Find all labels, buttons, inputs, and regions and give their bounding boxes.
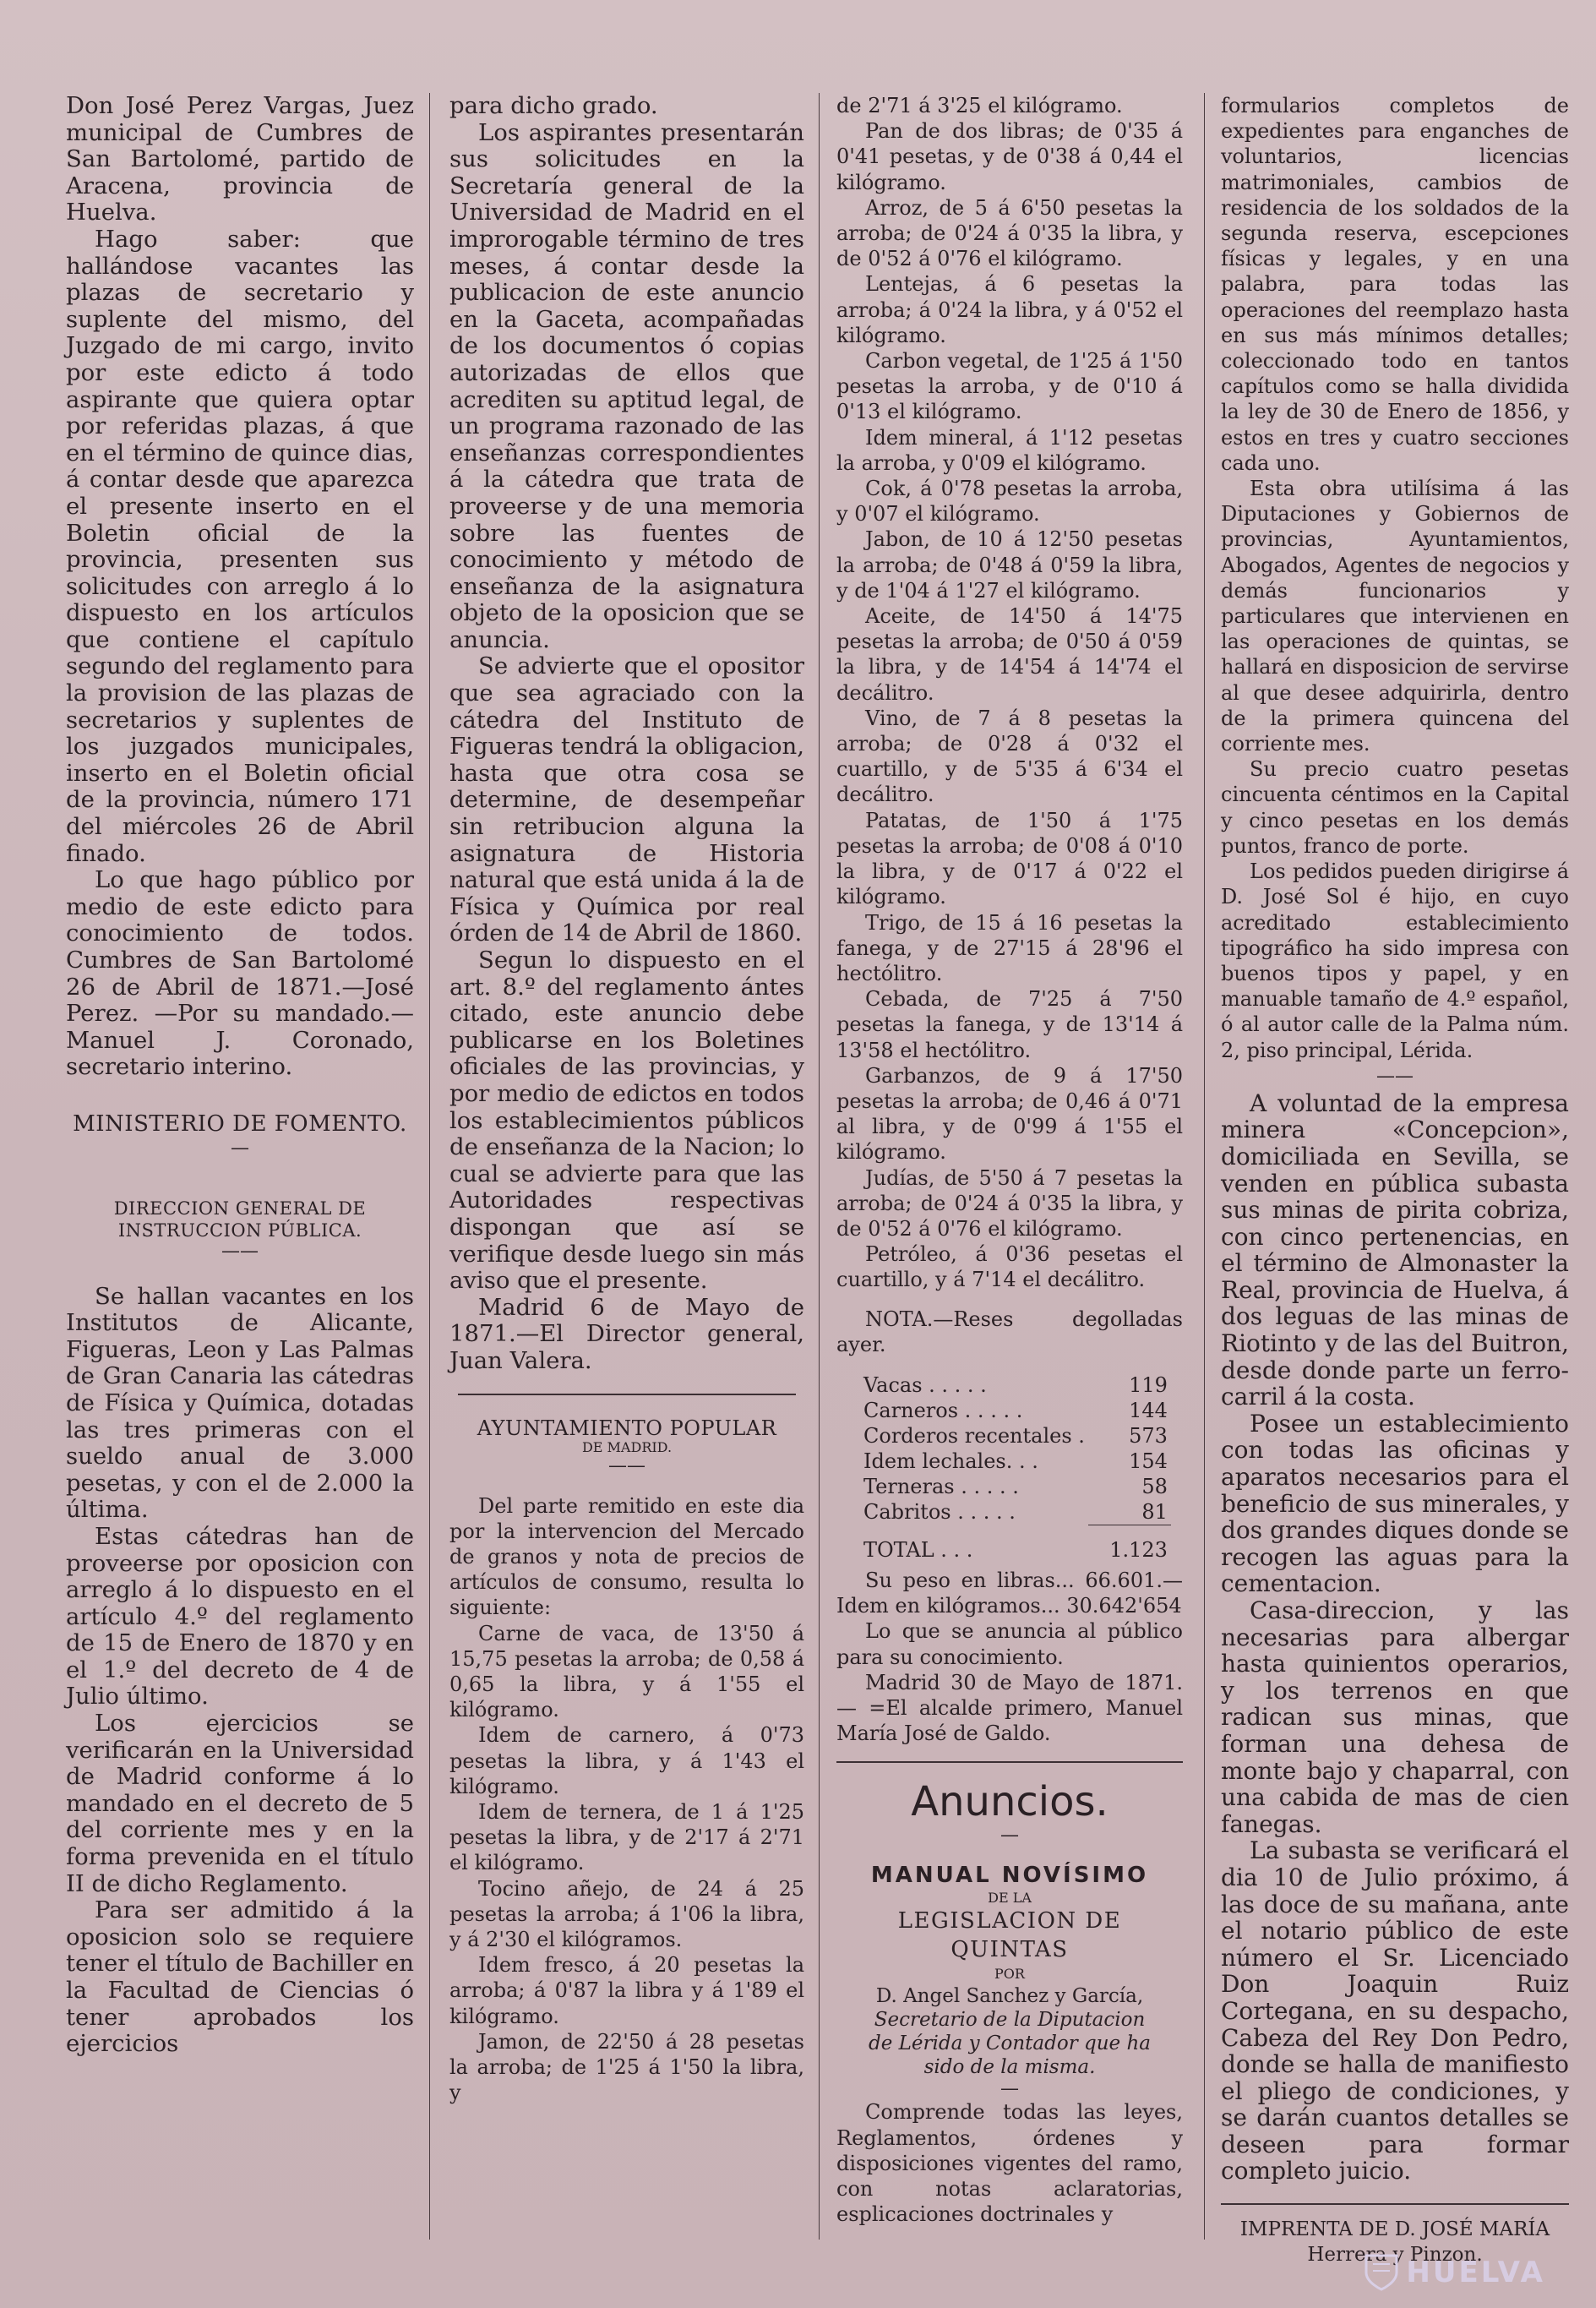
price-entry: Patatas, de 1'50 á 1'75 pesetas la arroba; de 0'08 á 0'10 la libra, y de 0'17 á 0'22 el kilógramo. bbox=[836, 808, 1183, 909]
price-entry: de 2'71 á 3'25 el kilógramo. bbox=[836, 94, 1123, 117]
paragraph: Para ser admitido á la oposicion solo se requiere tener el título de Bachiller en la Facultad de Ciencias ó tener aprobados los ejercicios bbox=[66, 1896, 414, 2058]
nota-value: 58 bbox=[1141, 1474, 1168, 1498]
price-entry: Idem de ternera, de 1 á 1'25 pesetas la libra, y de 2'17 á 2'71 el kilógramo. bbox=[449, 1799, 804, 1875]
column-rule bbox=[429, 93, 430, 2240]
edict-header: Don José Perez Vargas, Juez municipal de Cumbres de San Bartolomé, partido de Aracena, provincia de Huelva. bbox=[66, 92, 414, 226]
paragraph: Los ejercicios se verificarán en la Universidad de Madrid conforme á lo mandado en el decreto de 5 del corriente mes y en la forma prevenida en el título II de dicho Reglamento. bbox=[66, 1710, 414, 1897]
horizontal-rule bbox=[836, 1761, 1183, 1763]
nota-row bbox=[860, 1372, 1171, 1398]
crest-icon bbox=[1361, 2251, 1402, 2293]
divider: — bbox=[231, 1137, 249, 1159]
price-entry: Arroz, de 5 á 6'50 pesetas la arroba; de 0'24 á 0'35 la libra, y de 0'52 á 0'76 el kilógramo. bbox=[836, 195, 1183, 271]
column-rule bbox=[819, 93, 820, 2240]
paragraph: Comprende todas las leyes, Reglamentos, órdenes y disposiciones vigentes del ramo, con notas aclaratorias, esplicaciones doctrinales y bbox=[836, 2100, 1183, 2227]
price-entry: Judías, de 5'50 á 7 pesetas la arroba; de 0'24 á 0'35 la libra, y de 0'52 á 0'76 el kilógramo. bbox=[836, 1165, 1183, 1241]
divider: — bbox=[1000, 1825, 1019, 1847]
price-entry: Jamon, de 22'50 á 28 pesetas la arroba; de 1'25 á 1'50 la libra, y bbox=[449, 2029, 804, 2105]
nota-value: 154 bbox=[1129, 1449, 1168, 1473]
archive-watermark: HUELVA bbox=[1406, 2256, 1545, 2289]
price-entry: Lentejas, á 6 pesetas la arroba; á 0'24 la libra, y á 0'52 el kilógramo. bbox=[836, 272, 1183, 347]
price-entry: Aceite, de 14'50 á 14'75 pesetas la arroba; de 0'50 á 0'59 la libra, y de 14'54 á 14'74 el decálitro. bbox=[836, 604, 1183, 705]
price-entry: Idem mineral, á 1'12 pesetas la arroba, y 0'09 el kilógramo. bbox=[836, 425, 1183, 475]
paragraph: Su precio cuatro pesetas cincuenta céntimos en la Capital y cinco pesetas en los demás puntos, franco de porte. bbox=[1221, 757, 1569, 858]
section-heading: AYUNTAMIENTO POPULAR bbox=[477, 1416, 777, 1440]
signature: Madrid 30 de Mayo de 1871.— =El alcalde primero, Manuel María José de Galdo. bbox=[836, 1670, 1183, 1746]
subsection-heading: DIRECCION GENERAL DE INSTRUCCION PÚBLICA. bbox=[113, 1198, 367, 1241]
paragraph: formularios completos de expedientes para enganches de voluntarios, licencias matrimoniales, cambios de residencia de los soldados de la segunda reserva, escepciones físicas y legales, y en una palabra, para todas las operaciones del reemplazo hasta en sus más mínimos detalles; coleccionado todo en tantos capítulos como se halla dividida la ley de 30 de Enero de 1856, y estos en tres y cuatro secciones cada uno. bbox=[1221, 94, 1569, 475]
slaughter-table bbox=[860, 1372, 1171, 1563]
nota-label: Carneros . . . . . bbox=[863, 1398, 1023, 1422]
book-author-role: Secretario de la Diputacion de Lérida y Contador que ha sido de la misma. bbox=[868, 2009, 1151, 2079]
column-3 bbox=[836, 93, 1183, 2227]
book-title-part: DE LA bbox=[988, 1890, 1032, 1907]
nota-label: Corderos recentales . bbox=[863, 1423, 1085, 1448]
paragraph: Se hallan vacantes en los Institutos de Alicante, Figueras, Leon y Las Palmas de Gran Canaria las cátedras de Física y Química, dotadas las tres primeras con el sueldo anual de 3.000 pesetas, y con el de 2.000 la última. bbox=[66, 1282, 414, 1524]
paragraph: para dicho grado. bbox=[449, 92, 658, 119]
paragraph: Los aspirantes presentarán sus solicitudes en la Secretaría general de la Universidad de Madrid en el improrogable término de tres meses, á contar desde la publicacion de este anuncio en la Gaceta, acompañadas de los documentos ó copias autorizadas de ellos que acrediten su aptitud legal, de un programa razonado de las enseñanzas correspondientes á la cátedra que trata de proveerse y de una memoria sobre las fuentes de conocimiento y método de enseñanza de la asignatura objeto de la oposicion que se anuncia. bbox=[449, 118, 804, 653]
nota-row bbox=[860, 1423, 1171, 1449]
price-entry: Petróleo, á 0'36 pesetas el cuartillo, y á 7'14 el decálitro. bbox=[836, 1242, 1183, 1292]
nota-row bbox=[860, 1398, 1171, 1423]
printer-imprint: IMPRENTA DE D. JOSÉ MARÍA Herrera y Pinzon. bbox=[1239, 2218, 1550, 2267]
divider: —— bbox=[1376, 1065, 1414, 1087]
price-entry: Cebada, de 7'25 á 7'50 pesetas la fanega, y de 13'14 á 13'58 el hectólitro. bbox=[836, 987, 1183, 1062]
book-author: D. Angel Sanchez y García, bbox=[875, 1985, 1144, 2008]
price-entry: Vino, de 7 á 8 pesetas la arroba; de 0'28 á 0'32 el cuartillo, y de 5'35 á 6'34 el decálitro. bbox=[836, 706, 1183, 807]
paragraph: Lo que hago público por medio de este edicto para conocimiento de todos. Cumbres de San Bartolomé 26 de Abril de 1871.—José Perez. —Por su mandado.—Manuel J. Coronado, secretario interino. bbox=[66, 866, 414, 1081]
total-row bbox=[860, 1525, 1171, 1563]
nota-label: Cabritos . . . . . bbox=[863, 1500, 1016, 1525]
paragraph: Su peso en libras... 66.601.— Idem en kilógramos... 30.642'654 bbox=[836, 1568, 1183, 1618]
total-value: 1.123 bbox=[1088, 1525, 1171, 1563]
paragraph: Casa-direccion, y las necesarias para albergar hasta quinientos operarios, y los terrenos en que radican sus minas, que forman una dehesa de monte bajo y chaparral, con una cabida de mas de cien fanegas. bbox=[1221, 1596, 1569, 1838]
nota-value: 144 bbox=[1129, 1398, 1168, 1422]
nota-label: Terneras . . . . . bbox=[863, 1474, 1019, 1498]
paragraph: Esta obra utilísima á las Diputaciones y Gobiernos de provincias, Ayuntamientos, Abogados, Agentes de negocios y demás funcionarios y particulares que intervienen en las operaciones de quintas, se hallará en disposicion de servirse al que desee adquirirla, dentro de la primera quincena del corriente mes. bbox=[1221, 477, 1569, 756]
nota-value: 119 bbox=[1129, 1372, 1168, 1397]
paragraph: Posee un establecimiento con todas las oficinas y aparatos necesarios para el beneficio de sus minerales, y dos grandes diques donde se recogen las aguas para la cementacion. bbox=[1221, 1409, 1569, 1598]
paragraph: Los pedidos pueden dirigirse á D. José Sol é hijo, en cuyo acreditado establecimiento tipográfico ha sido impresa con buenos tipos y papel, y en manuable tamaño de 4.º español, ó al autor calle de la Palma núm. 2, piso principal, Lérida. bbox=[1221, 859, 1569, 1062]
signature: Madrid 6 de Mayo de 1871.—El Director general, Juan Valera. bbox=[449, 1293, 804, 1374]
price-entry: Idem de carnero, á 0'73 pesetas la libra, y á 1'43 el kilógramo. bbox=[449, 1723, 804, 1798]
horizontal-rule bbox=[458, 1394, 796, 1395]
book-by: POR bbox=[994, 1966, 1025, 1983]
nota-row bbox=[860, 1499, 1171, 1525]
divider: — bbox=[1000, 2078, 1019, 2100]
price-entry: Cok, á 0'78 pesetas la arroba, y 0'07 el kilógramo. bbox=[836, 477, 1183, 527]
column-rule bbox=[1204, 93, 1205, 2240]
divider: —— bbox=[608, 1454, 645, 1476]
price-entry: Trigo, de 15 á 16 pesetas la fanega, y de 27'15 á 28'96 el hectólitro. bbox=[836, 910, 1183, 985]
section-subheading: DE MADRID. bbox=[581, 1438, 673, 1455]
price-entry: Carbon vegetal, de 1'25 á 1'50 pesetas la arroba, y de 0'10 á 0'13 el kilógramo. bbox=[836, 349, 1183, 424]
nota-label: Idem lechales. . . bbox=[863, 1449, 1038, 1473]
price-entry: Pan de dos libras; de 0'35 á 0'41 pesetas, y de 0'38 á 0,44 el kilógramo. bbox=[836, 119, 1183, 194]
nota-value: 81 bbox=[1141, 1499, 1168, 1524]
nota-label: Vacas . . . . . bbox=[863, 1372, 987, 1397]
paragraph: La subasta se verificará el dia 10 de Julio próximo, á las doce de su mañana, ante el notario público de este número el Sr. Licenciado Don Joaquin Ruiz Cortegana, en su despacho, Cabeza del Rey Don Pedro, donde se halla de manifiesto el pliego de condiciones, y se darán cuantos detalles se deseen para formar completo juicio. bbox=[1221, 1836, 1569, 2185]
nota-row bbox=[860, 1474, 1171, 1499]
price-entry: Tocino añejo, de 24 á 25 pesetas la arroba; á 1'06 la libra, y á 2'30 el kilógramos. bbox=[449, 1876, 804, 1951]
price-entry: Carne de vaca, de 13'50 á 15,75 pesetas la arroba; de 0,58 á 0,65 la libra, y á 1'55 el kilógramo. bbox=[449, 1621, 804, 1722]
paragraph: Del parte remitido en este dia por la intervencion del Mercado de granos y nota de precios de artículos de consumo, resulta lo siguiente: bbox=[449, 1493, 804, 1620]
paragraph: Segun lo dispuesto en el art. 8.º del reglamento ántes citado, este anuncio debe publicarse en los Boletines oficiales de las provincias, y por medio de edictos en todos los establecimientos públicos de enseñanza de la Nacion; lo cual se advierte para que las Autoridades respectivas dispongan que así se verifique desde luego sin más aviso que el presente. bbox=[449, 947, 804, 1295]
anuncios-heading: Anuncios. bbox=[911, 1778, 1108, 1826]
paragraph: Lo que se anuncia al público para su conocimiento. bbox=[836, 1619, 1183, 1669]
column-4 bbox=[1221, 93, 1569, 2267]
paragraph: Estas cátedras han de proveerse por oposicion con arreglo á lo dispuesto en el artículo 4.º del reglamento de 15 de Enero de 1870 y en el 1.º del decreto de 4 de Julio último. bbox=[66, 1522, 414, 1711]
total-label: TOTAL . . . bbox=[863, 1537, 973, 1562]
column-2 bbox=[449, 93, 804, 2105]
paragraph: Se advierte que el opositor que sea agraciado con la cátedra del Instituto de Figueras tendrá la obligacion, hasta que otra cosa se determine, de desempeñar sin retribucion alguna la asignatura de Historia natural que está unida á la de Física y Química por real órden de 14 de Abril de 1860. bbox=[449, 652, 804, 947]
nota-title: NOTA.—Reses degolladas ayer. bbox=[836, 1307, 1183, 1356]
price-entry: Idem fresco, á 20 pesetas la arroba; á 0'87 la libra y á 1'89 el kilógramo. bbox=[449, 1953, 804, 2028]
horizontal-rule bbox=[1221, 2203, 1569, 2205]
column-1 bbox=[66, 93, 414, 2058]
section-heading: MINISTERIO DE FOMENTO. bbox=[73, 1110, 407, 1137]
nota-value: 573 bbox=[1129, 1423, 1168, 1448]
price-entry: Garbanzos, de 9 á 17'50 pesetas la arroba; de 0,46 á 0'71 al libra, y de 0'99 á 1'55 el kilógramo. bbox=[836, 1063, 1183, 1165]
paragraph: A voluntad de la empresa minera «Concepcion», domiciliada en Sevilla, se venden en pública subasta sus minas de pirita cobriza, con cinco pertenencias, en el término de Almonaster la Real, provincia de Huelva, á dos leguas de las minas de Riotinto y de las del Buitron, desde donde parte un ferro-carril á la costa. bbox=[1221, 1089, 1569, 1411]
divider: —— bbox=[221, 1240, 259, 1262]
book-title-main: LEGISLACION DE QUINTAS bbox=[897, 1908, 1122, 1963]
paragraph: Hago saber: que hallándose vacantes las plazas de secretario y suplente del mismo, del Juzgado de mi cargo, invito por este edicto á todo aspirante que quiera optar por referidas plazas, á que en el término de quince dias, á contar desde que aparezca el presente inserto en el Boletin oficial de la provincia, presenten sus solicitudes con arreglo á lo dispuesto en los artículos que contiene el capítulo segundo del reglamento para la provision de las plazas de secretarios y suplentes de los juzgados municipales, inserto en el Boletin oficial de la provincia, número 171 del miércoles 26 de Abril finado. bbox=[66, 225, 414, 867]
book-title: MANUAL NOVÍSIMO bbox=[870, 1863, 1149, 1889]
nota-row bbox=[860, 1449, 1171, 1474]
price-entry: Jabon, de 10 á 12'50 pesetas la arroba; de 0'48 á 0'59 la libra, y de 1'04 á 1'27 el kilógramo. bbox=[836, 527, 1183, 603]
